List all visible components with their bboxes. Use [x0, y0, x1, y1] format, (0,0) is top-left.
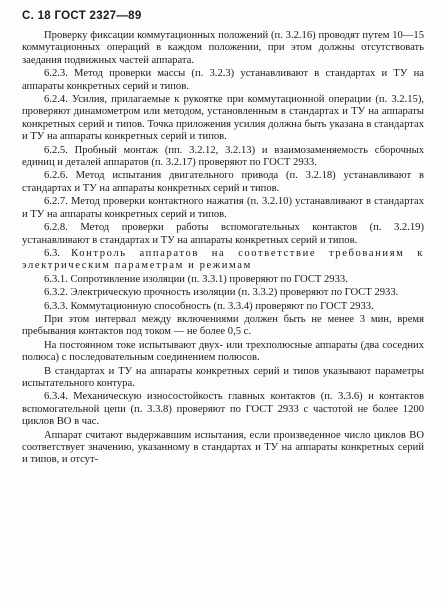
page-number: С. 18 — [22, 10, 51, 22]
paragraph: Аппарат считают выдержавшим испытания, если произведенное число циклов ВО соответствует значению, указанному в стандартах и ТУ на аппараты конкретных серий и типов, и отсут- — [22, 429, 424, 466]
paragraph: На постоянном токе испытывают двух- или трехполюсные аппараты (два соседних полюса) с последовательным соединением полюсов. — [22, 339, 424, 364]
paragraph: В стандартах и ТУ на аппараты конкретных серий и типов указывают параметры испытательного контура. — [22, 365, 424, 389]
paragraph: 6.2.4. Усилия, прилагаемые к рукоятке при коммутационной операции (п. 3.2.15), проверяют динамометром или методом, установленным в стандартах и ТУ на аппараты конкретных серий и типов. Точка приложения усилия должна быть указана в стандартах и ТУ на аппараты конкретных серий и типов. — [22, 94, 424, 143]
paragraph: 6.2.7. Метод проверки контактного нажатия (п. 3.2.10) устанавливают в стандартах и ТУ на аппараты конкретных серий и типов. — [22, 196, 424, 220]
section-heading — [22, 248, 424, 273]
page-header — [22, 10, 142, 22]
paragraph: При этом интервал между включениями должен быть не менее 3 мин, время пребывания контактов под током — не более 0,5 с. — [22, 313, 424, 338]
paragraph: 6.2.3. Метод проверки массы (п. 3.2.3) устанавливают в стандартах и ТУ на аппараты конкретных серий и типов. — [22, 68, 424, 92]
paragraph: 6.2.6. Метод испытания двигательного привода (п. 3.2.18) устанавливают в стандартах и ТУ на аппараты конкретных серий и типов. — [22, 170, 424, 194]
section-title: Контроль аппаратов на соответствие требованиям к электрическим параметрам и режимам — [22, 247, 424, 272]
paragraph: 6.2.5. Пробный монтаж (пп. 3.2.12, 3.2.13) и взаимозаменяемость сборочных единиц и деталей аппаратов (п. 3.2.17) проверяют по ГОСТ 2933. — [22, 144, 424, 169]
paragraph: Проверку фиксации коммутационных положений (п. 3.2.16) проводят путем 10—15 коммутационных операций в каждом положении, при этом должны отсутствовать заедания подвижных частей аппарата. — [22, 30, 424, 66]
document-body — [22, 30, 424, 468]
paragraph: 6.2.8. Метод проверки работы вспомогательных контактов (п. 3.2.19) устанавливают в стандартах и ТУ на аппараты конкретных серий и типов. — [22, 222, 424, 246]
paragraph: 6.3.3. Коммутационную способность (п. 3.3.4) проверяют по ГОСТ 2933. — [44, 300, 374, 312]
standard-code: ГОСТ 2327—89 — [54, 10, 142, 22]
paragraph: 6.3.2. Электрическую прочность изоляции (п. 3.3.2) проверяют по ГОСТ 2933. — [44, 287, 399, 299]
section-number: 6.3. — [44, 247, 72, 259]
paragraph: 6.3.4. Механическую износостойкость главных контактов (п. 3.3.6) и контактов вспомогательной цепи (п. 3.3.8) проверяют по ГОСТ 2933 с частотой не более 1200 циклов ВО в час. — [22, 391, 424, 428]
paragraph: 6.3.1. Сопротивление изоляции (п. 3.3.1) проверяют по ГОСТ 2933. — [44, 273, 348, 285]
